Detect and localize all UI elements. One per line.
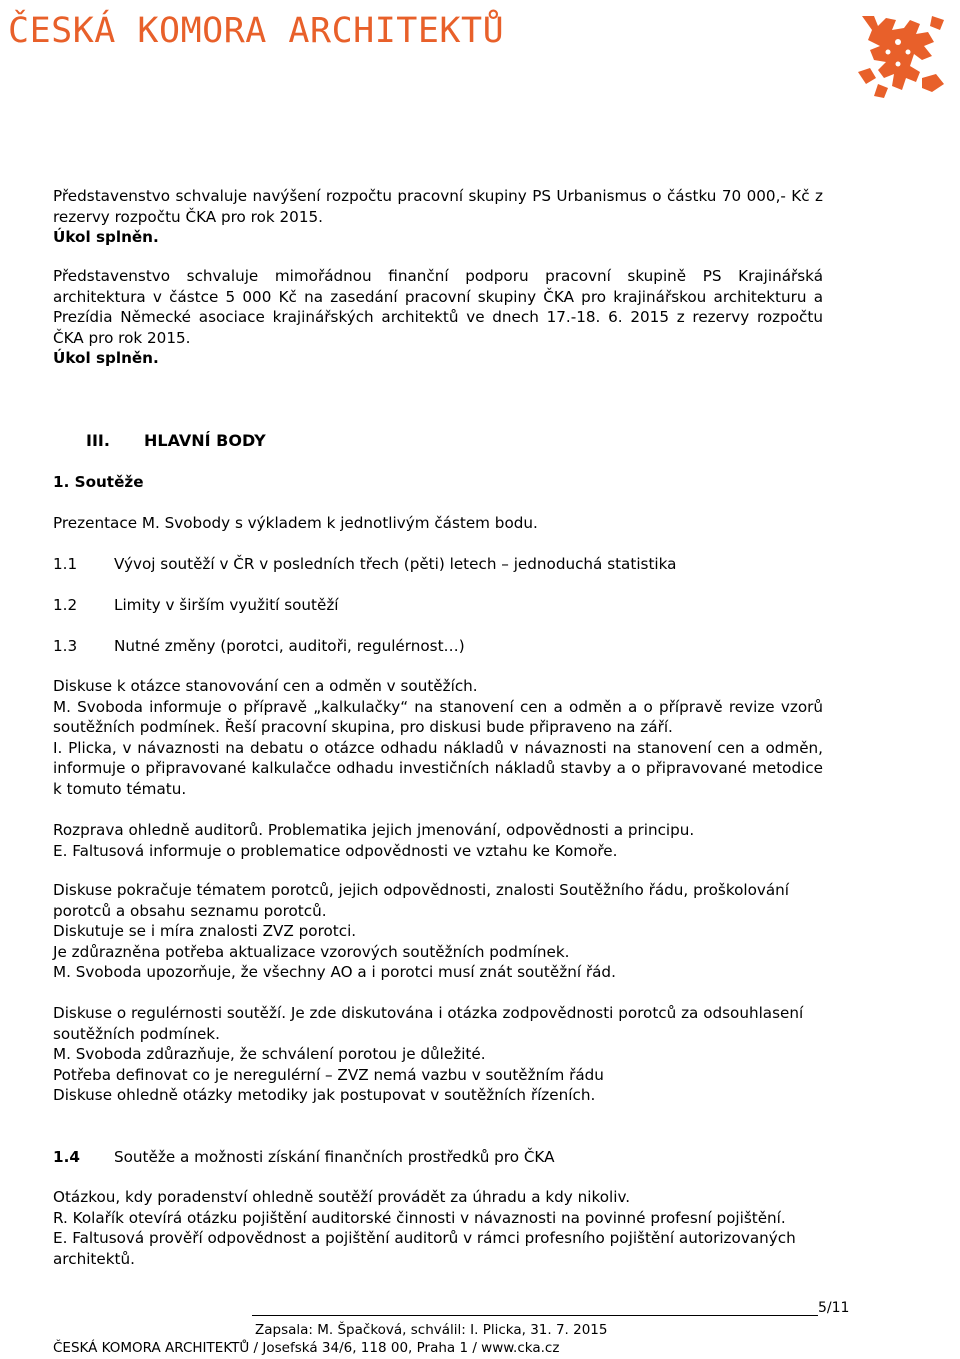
paragraph-budget-urbanism — [53, 186, 823, 248]
discussion-line: Diskuse k otázce stanovování cen a odměn v soutěžích. — [53, 677, 478, 695]
discussion-line: Diskutuje se i míra znalosti ZVZ porotci. — [53, 922, 357, 941]
subsection-heading — [53, 472, 823, 493]
section-number: III. — [86, 431, 110, 450]
item-number: 1.4 — [53, 1148, 80, 1166]
discussion-line: Potřeba definovat co je neregulérní – ZVZ nemá vazbu v soutěžním řádu — [53, 1065, 604, 1084]
discussion-line: E. Faltusová prověří odpovědnost a pojištění auditorů v rámci profesního pojištění autorizovaných architektů. — [53, 1229, 796, 1268]
discussion-line: M. Svoboda informuje o přípravě „kalkulačky“ na stanovení cen a odměn a o přípravě revize vzorů soutěžních podmínek. Řeší pracovní skupina, pro diskusi bude připraveno na září. — [53, 697, 823, 737]
paragraph-text: Představenstvo schvaluje mimořádnou finanční podporu pracovní skupině PS Krajinářská architektura v částce 5 000 Kč na zasedání pracovní skupiny ČKA pro krajinářskou architekturu a Prezídia Německé asociace krajinářských architektů ve dnech 17.-18. 6. 2015 z rezervy rozpočtu ČKA pro rok 2015. — [53, 267, 823, 347]
intro-line: Prezentace M. Svobody s výkladem k jednotlivým částem bodu. — [53, 514, 538, 532]
discussion-block — [53, 1003, 823, 1106]
item-text: Limity v širším využití soutěží — [114, 596, 339, 614]
footer-address: ČESKÁ KOMORA ARCHITEKTŮ / Josefská 34/6, 118 00, Praha 1 / www.cka.cz — [53, 1340, 560, 1356]
footer-minutes: Zapsala: M. Špačková, schválil: I. Plicka, 31. 7. 2015 — [255, 1322, 608, 1338]
task-status: Úkol splněn. — [53, 228, 159, 247]
agenda-item — [53, 1147, 823, 1168]
agenda-item — [53, 636, 823, 657]
header-title: ČESKÁ KOMORA ARCHITEKTŮ — [8, 11, 505, 51]
item-number: 1.2 — [53, 596, 78, 614]
paragraph-text: Představenstvo schvaluje navýšení rozpočtu pracovní skupiny PS Urbanismus o částku 70 000,- Kč z rezervy rozpočtu ČKA pro rok 2015. — [53, 187, 823, 226]
discussion-block — [53, 676, 823, 800]
section-heading — [86, 431, 856, 452]
item-number: 1.1 — [53, 555, 78, 573]
section-title: HLAVNÍ BODY — [144, 431, 266, 450]
discussion-block — [53, 880, 823, 983]
intro-text — [53, 513, 823, 534]
footer-rule — [252, 1315, 818, 1316]
discussion-line: R. Kolařík otevírá otázku pojištění auditorské činnosti v návaznosti na povinné profesní pojištění. — [53, 1208, 786, 1227]
item-number: 1.3 — [53, 637, 78, 655]
item-text: Vývoj soutěží v ČR v posledních třech (pěti) letech – jednoduchá statistika — [114, 555, 677, 573]
discussion-line: E. Faltusová informuje o problematice odpovědnosti ve vztahu ke Komoře. — [53, 841, 618, 860]
paragraph-landscape-support — [53, 266, 823, 369]
agenda-item — [53, 554, 823, 575]
task-status: Úkol splněn. — [53, 349, 159, 368]
lion-crest-icon — [852, 12, 948, 100]
item-text: Soutěže a možnosti získání finančních prostředků pro ČKA — [114, 1148, 555, 1166]
discussion-line: Diskuse o regulérnosti soutěží. Je zde diskutována i otázka zodpovědnosti porotců za odsouhlasení soutěžních podmínek. — [53, 1004, 804, 1043]
discussion-line: Rozprava ohledně auditorů. Problematika jejich jmenování, odpovědnosti a principu. — [53, 821, 695, 839]
discussion-line: Diskuse ohledně otázky metodiky jak postupovat v soutěžních řízeních. — [53, 1086, 596, 1105]
discussion-block — [53, 1187, 823, 1269]
agenda-item — [53, 595, 823, 616]
discussion-line: I. Plicka, v návaznosti na debatu o otázce odhadu nákladů v návaznosti na stanovení cen a odměn, informuje o připravované kalkulačce odhadu investičních nákladů stavby a o připravované metodice k tomuto tématu. — [53, 738, 823, 798]
discussion-line: M. Svoboda upozorňuje, že všechny AO a i porotci musí znát soutěžní řád. — [53, 963, 616, 982]
discussion-block — [53, 820, 823, 861]
page-number: 5/11 — [818, 1300, 850, 1316]
discussion-line: Otázkou, kdy poradenství ohledně soutěží provádět za úhradu a kdy nikoliv. — [53, 1188, 631, 1206]
discussion-line: Je zdůrazněna potřeba aktualizace vzorových soutěžních podmínek. — [53, 942, 570, 961]
item-text: Nutné změny (porotci, auditoři, regulérnost…) — [114, 637, 465, 655]
subsection-title: 1. Soutěže — [53, 473, 144, 491]
discussion-line: M. Svoboda zdůrazňuje, že schválení porotou je důležité. — [53, 1045, 486, 1064]
discussion-line: Diskuse pokračuje tématem porotců, jejich odpovědnosti, znalosti Soutěžního řádu, proškolování porotců a obsahu seznamu porotců. — [53, 881, 790, 920]
